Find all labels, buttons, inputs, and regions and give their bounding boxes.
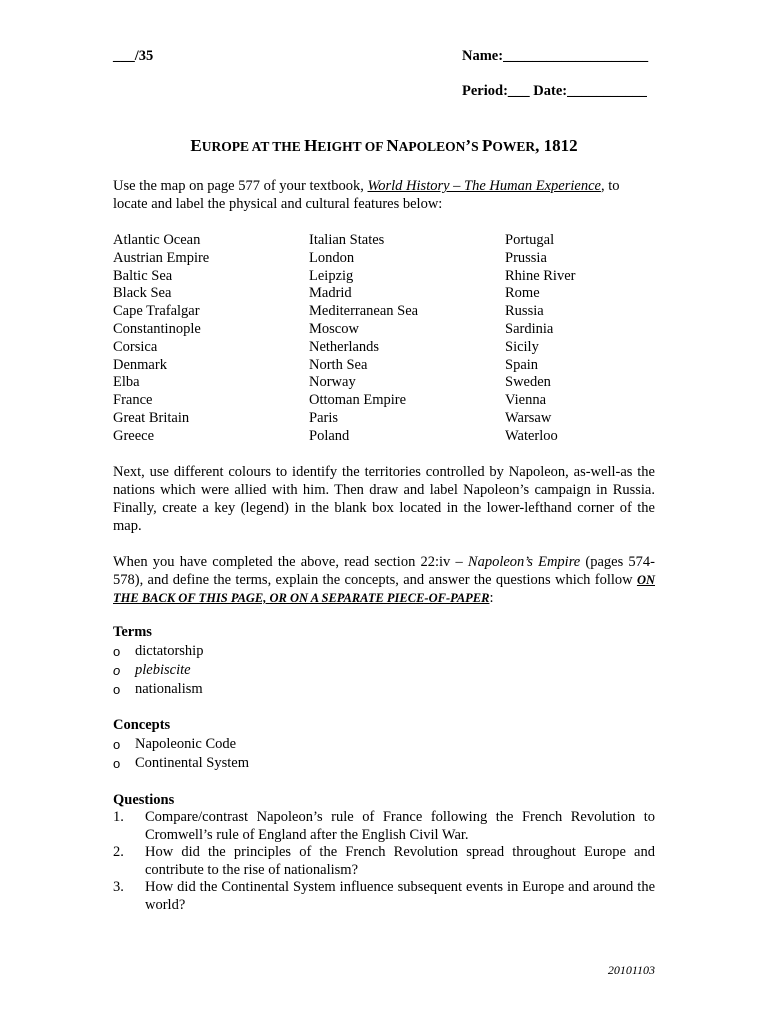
feature-item: Constantinople — [113, 320, 201, 337]
feature-item: Poland — [309, 427, 350, 444]
feature-item: Warsaw — [505, 409, 552, 426]
bullet-marker: o — [113, 737, 121, 752]
bullet-marker: o — [113, 756, 121, 771]
feature-item: Mediterranean Sea — [309, 303, 419, 320]
textbook-title: World History – The Human Experience — [367, 178, 601, 194]
period-blank: ___ — [507, 83, 530, 99]
emphasis-note: ON THE BACK OF THIS PAGE, OR ON A SEPARATE PIECE-OF-PAPER — [113, 573, 655, 605]
document-code: 20101103 — [607, 963, 655, 977]
concepts-heading: Concepts — [113, 717, 171, 733]
feature-item: Leipzig — [309, 267, 354, 284]
bullet-marker: o — [113, 644, 121, 659]
feature-item: Paris — [309, 409, 338, 426]
feature-item: North Sea — [309, 356, 368, 373]
section-title: Napoleon’s Empire — [467, 554, 581, 570]
list-item: o Continental System — [113, 755, 249, 771]
feature-item: France — [113, 392, 153, 409]
feature-item: Cape Trafalgar — [113, 303, 200, 320]
list-item: o Napoleonic Code — [113, 736, 237, 752]
feature-item: Norway — [309, 374, 356, 391]
questions-heading: Questions — [113, 792, 175, 808]
bullet-marker: o — [113, 682, 121, 697]
feature-item: Sweden — [505, 374, 551, 391]
questions-list — [113, 809, 655, 914]
feature-item: Great Britain — [113, 409, 190, 426]
period-label: Period: — [462, 83, 508, 99]
feature-item: Greece — [113, 427, 155, 444]
question-item: 2. How did the principles of the French Revolution spread throughout Europe and contribute to the rise of nationalism? — [113, 844, 655, 878]
terms-heading: Terms — [113, 624, 152, 640]
feature-item: Spain — [505, 356, 539, 373]
feature-item: Netherlands — [309, 338, 380, 355]
name-label: Name: — [462, 48, 504, 64]
name-blank: ____________________ — [503, 48, 649, 64]
feature-item: Russia — [505, 303, 544, 320]
feature-item: Prussia — [505, 249, 547, 266]
feature-item: Sardinia — [505, 320, 554, 337]
list-item: o dictatorship — [113, 643, 204, 659]
feature-item: Ottoman Empire — [309, 392, 407, 409]
page-title: EUROPE AT THE HEIGHT OF NAPOLEON’S POWER, 1812 — [190, 136, 578, 155]
feature-item: Italian States — [309, 232, 385, 248]
terms-list — [113, 642, 203, 699]
reading-paragraph: When you have completed the above, read section 22:iv – Napoleon’s Empire (pages 574-578), and define the terms, explain the concepts, and answer the questions which follow ON THE BACK OF THIS PAGE, OR ON A SEPARATE PIECE-OF-PAPER: — [113, 554, 656, 606]
date-blank: ___________ — [567, 83, 647, 99]
feature-item: Sicily — [505, 338, 539, 355]
name-line — [462, 48, 648, 65]
feature-item: Waterloo — [505, 427, 558, 444]
feature-item: Rhine River — [505, 267, 576, 284]
question-item: 3. How did the Continental System influence subsequent events in Europe and around the world? — [113, 879, 655, 913]
feature-item: Rome — [505, 285, 540, 302]
feature-item: Baltic Sea — [113, 267, 173, 284]
feature-item: Austrian Empire — [113, 249, 210, 266]
feature-item: Moscow — [309, 320, 359, 337]
feature-item: Portugal — [505, 232, 555, 248]
period-date-line — [462, 83, 647, 100]
feature-item: Corsica — [113, 338, 158, 355]
feature-item: Vienna — [505, 392, 547, 409]
score-blank: ___/35 — [113, 48, 154, 64]
feature-item: Black Sea — [113, 285, 172, 302]
feature-item: London — [309, 249, 355, 266]
instructions-paragraph: Next, use different colours to identify the territories controlled by Napoleon, as-well-as the nations which were allied with him. Then draw and label Napoleon’s campaign in Russia. Finally, create a key (legend) in the blank box located in the lower-lefthand corner of the map. — [113, 464, 655, 534]
question-item: 1. Compare/contrast Napoleon’s rule of France following the French Revolution to Cromwell’s rule of England after the English Civil War. — [113, 809, 655, 843]
feature-item: Elba — [113, 374, 140, 391]
intro-paragraph: Use the map on page 577 of your textbook, World History – The Human Experience, to locate and label the physical and cultural features below: — [113, 178, 620, 212]
concepts-list — [113, 735, 249, 773]
list-item: o plebiscite — [113, 662, 191, 678]
date-label: Date: — [533, 83, 568, 99]
features-column-2 — [309, 232, 418, 446]
feature-item: Madrid — [309, 285, 352, 302]
features-column-3 — [505, 232, 575, 446]
feature-item: Denmark — [113, 356, 167, 373]
list-item: o nationalism — [113, 681, 203, 697]
feature-item: Atlantic Ocean — [113, 232, 201, 248]
bullet-marker: o — [113, 663, 121, 678]
features-column-1 — [113, 232, 209, 446]
